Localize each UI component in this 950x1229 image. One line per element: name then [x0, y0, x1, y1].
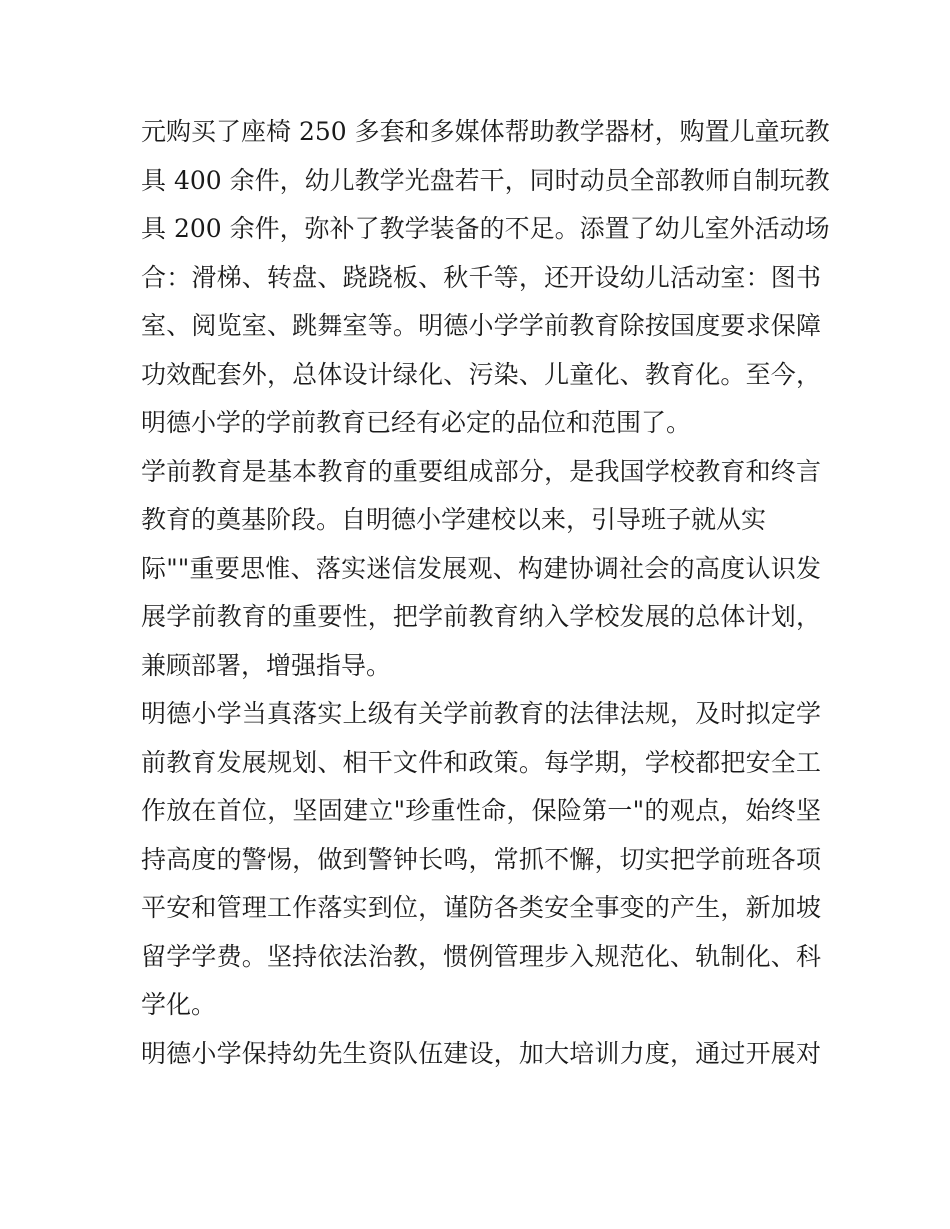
text-line: 展学前教育的重要性，把学前教育纳入学校发展的总体计划，	[141, 602, 821, 631]
text-line: 平安和管理工作落实到位，谨防各类安全事变的产生，新加坡	[141, 893, 821, 922]
text-line: 具 400 余件，幼儿教学光盘若干，同时动员全部教师自制玩教	[141, 165, 830, 195]
document-body	[141, 108, 830, 1078]
text-line: 元购买了座椅 250 多套和多媒体帮助教学器材，购置儿童玩教	[141, 117, 830, 146]
text-line: 教育的奠基阶段。自明德小学建校以来，引导班子就从实	[141, 505, 767, 534]
text-line: 留学学费。坚持依法治教，惯例管理步入规范化、轨制化、科	[141, 941, 821, 971]
text-line: 功效配套外，总体设计绿化、污染、儿童化、教育化。至今，	[141, 359, 821, 389]
text-line: 前教育发展规划、相干文件和政策。每学期，学校都把安全工	[141, 747, 821, 777]
text-line: 学前教育是基本教育的重要组成部分，是我国学校教育和终言	[141, 456, 821, 486]
text-line: 学化。	[141, 990, 217, 1019]
text-line: 作放在首位，坚固建立"珍重性命，保险第一"的观点，始终坚	[141, 796, 821, 825]
text-line: 际""重要思惟、落实迷信发展观、构建协调社会的高度认识发	[141, 553, 821, 583]
text-line: 明德小学的学前教育已经有必定的品位和范围了。	[141, 408, 692, 437]
text-line: 兼顾部署，增强指导。	[141, 650, 392, 680]
text-line: 明德小学当真落实上级有关学前教育的法律法规，及时拟定学	[141, 699, 821, 728]
text-line: 明德小学保持幼先生资队伍建设，加大培训力度，通过开展对	[141, 1038, 821, 1068]
text-line: 合：滑梯、转盘、跷跷板、秋千等，还开设幼儿活动室：图书	[141, 262, 821, 292]
text-line: 具 200 余件，弥补了教学装备的不足。添置了幼儿室外活动场	[141, 214, 830, 243]
text-line: 室、阅览室、跳舞室等。明德小学学前教育除按国度要求保障	[141, 311, 821, 340]
text-line: 持高度的警惕，做到警钟长鸣，常抓不懈，切实把学前班各项	[141, 844, 821, 874]
